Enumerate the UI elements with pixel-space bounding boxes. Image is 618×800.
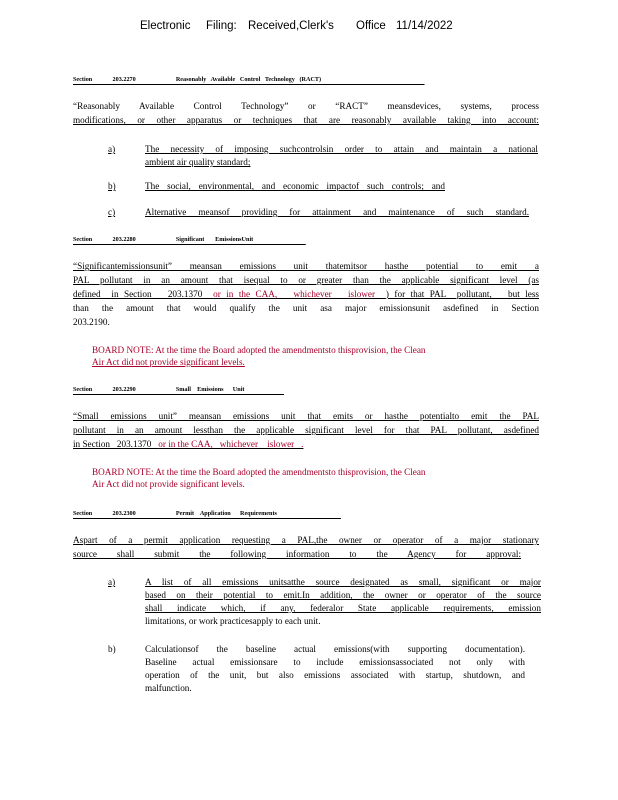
- board-note-2290: BOARD NOTE: At the time the Board adopted the amendmentsto thisprovision, the Clean Air Act did not provide significant levels.: [92, 467, 426, 489]
- filing-header: [140, 20, 500, 32]
- header-received: Received,Clerk's: [248, 20, 334, 32]
- paragraph-2290: “Small emissions unit” meansan emissions unit that emits or hasthe potentialto emit the PAL pollutant in an amount lessthan the applicable significant level for that PAL pollutant, asdefined in Section 203.1370 or in the CAA, whichever islower .: [73, 411, 539, 449]
- board-note-2280: BOARD NOTE: At the time the Board adopted the amendmentsto thisprovision, the Clean Air Act did not provide significant levels.: [92, 345, 426, 367]
- line-with-amendment: in Section 203.1370 or in the CAA, whichever islower .: [73, 439, 304, 449]
- header-filing: Filing:: [206, 20, 237, 32]
- paragraph-2300: Aspart of a permit application requesting a PAL,the owner or operator of a major stationary source shall submit the following information to the Agency for approval:: [73, 535, 539, 559]
- paragraph-2280: “Significantemissionsunit” meansan emissions unit thatemitsor hasthe potential to emit a PAL pollutant in an amount that isequal to or greater than the applicable significant level (as defined in Section 203.1370 or in the CAA, whichever islower ) for that PAL pollutant, but less than the amount that would qualify the unit asa major emissionsunit asdefined in Section 203.2190.: [73, 261, 539, 327]
- header-office: Office: [356, 20, 386, 32]
- section-heading-2300: Section 203.2300 Permit Application Requirements: [73, 510, 341, 519]
- header-electronic: Electronic: [140, 20, 191, 32]
- header-date: 11/14/2022: [396, 20, 453, 32]
- section-heading-2270: Section 203.2270 Reasonably Available Control Technology (RACT): [73, 76, 425, 85]
- section-heading-2280: Section 203.2280 Significant EmissionsUnit: [73, 236, 306, 245]
- document-page: Electronic Filing: Received,Clerk's Office 11/14/2022 Section 203.2270 Reasonably Available Control Technology (RACT) “Reasonably Available Control Technology” or “RACT” meansdevices, systems, process modifications, or other apparatus or techniques that are reasonably available taking into account: a) The necessity of imposing suchcontrolsin order to attain and maintain a national ambient air quality standard; b) The social, environmental, and economic impactof such controls; and c) Alternative meansof providing for attainment and maintenance of such standard. Section 203.2280 Significant EmissionsUnit “Significantemissionsunit” meansan emissions unit thatemitsor hasthe potential to emit a PAL pollutant in an amount that isequal to or greater than the applicable significant level (as defined in Section 203.1370 or in the CAA, whichever islower ) for that PAL pollutant, but less than the amount that would qualify the unit asa major emissionsunit asdefined in Section 203.2190. BOARD NOTE: At the time the Board adopted the amendmentsto thisprovision, the Clean Air Act did not provide significant levels. Section 203.2290 Small Emissions Unit “Small emissions unit” meansan emissions unit that emits or hasthe potentialto emit the PAL pollutant in an amount lessthan the applicable significant level for that PAL pollutant, asdefined in Section 203.1370 or in the CAA, whichever islower . BOARD NOTE: At the time the Board adopted the amendmentsto thisprovision, the Clean Air Act did not provide significant levels. Section 203.2300 Permit Application Requirements Aspart of a permit application requesting a PAL,the owner or operator of a major stationary source shall submit the following information to the Agency for approval: a) A list of all emissions unitsatthe source designated as small, significant or major based on their potential to emit.In addition, the owner or operator of the source shall indicate which, if any, federalor State applicable requirements, emission limitations, or work practicesapply to each unit. b) Calculationsof the baseline actual emissions(with supporting documentation). Baseline actual emissionsare to include emissionsassociated not only with operation of the unit, but also emissions associated with startup, shutdown, and malfunction.: [73, 20, 541, 693]
- section-heading-2290: Section 203.2290 Small Emissions Unit: [73, 386, 284, 395]
- line-with-amendment: defined in Section 203.1370 or in the CAA, whichever islower ) for that PAL pollutant, but less: [73, 289, 539, 299]
- paragraph-2270: “Reasonably Available Control Technology” or “RACT” meansdevices, systems, process modifications, or other apparatus or techniques that are reasonably available taking into account:: [73, 101, 539, 125]
